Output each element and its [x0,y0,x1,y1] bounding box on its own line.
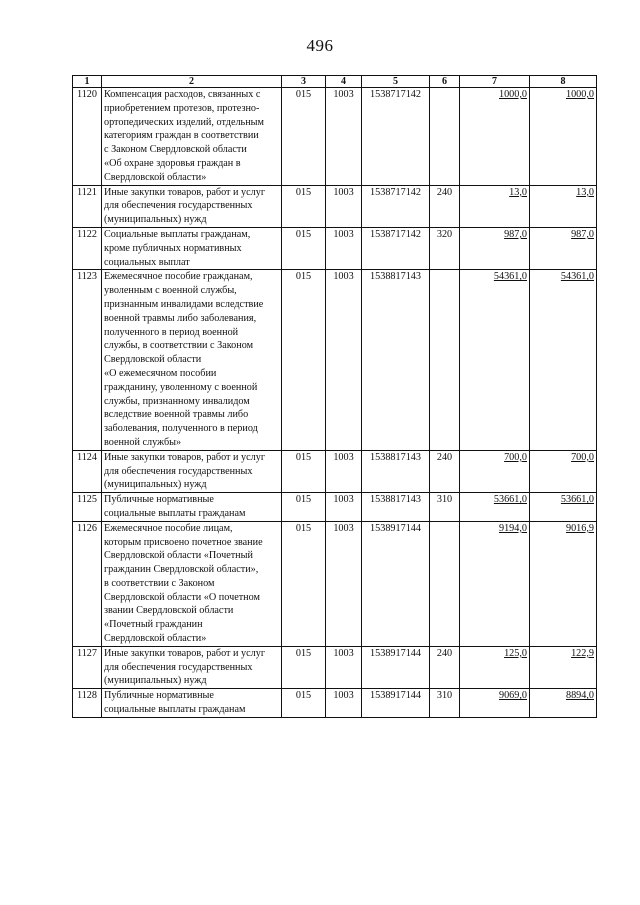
row-name-line: Ежемесячное пособие гражданам, [104,271,253,283]
row-target-article-code: 1538817143 [362,270,430,450]
row-number: 1122 [73,227,102,269]
row-name-line: для обеспечения государственных [104,465,253,477]
row-expense-type-code: 240 [430,450,460,492]
row-section-code: 1003 [326,493,362,522]
header-col-6: 6 [430,76,460,88]
row-amount-2 [530,450,597,492]
row-amount-2 [530,88,597,186]
table-body [73,88,597,718]
row-section-code: 1003 [326,88,362,186]
row-name-line: военной службы» [104,436,182,448]
table-header-row [73,76,597,88]
page-number: 496 [306,36,334,55]
row-number: 1120 [73,88,102,186]
row-department-code: 015 [282,689,326,718]
table-row [73,450,597,492]
row-target-article-code: 1538817143 [362,493,430,522]
amount-value: 987,0 [571,228,594,240]
row-section-code: 1003 [326,450,362,492]
row-name-line: «О ежемесячном пособии [104,367,217,379]
amount-value: 8894,0 [565,690,594,702]
row-name-line: Свердловской области» [104,633,207,645]
table-row [73,689,597,718]
amount-value: 9194,0 [498,522,527,534]
row-target-article-code: 1538717142 [362,88,430,186]
row-number: 1123 [73,270,102,450]
row-amount-2 [530,185,597,227]
header-col-1: 1 [73,76,102,88]
row-name-line: Иные закупки товаров, работ и услуг [104,647,265,659]
row-name-line: для обеспечения государственных [104,661,253,673]
header-col-7: 7 [460,76,530,88]
row-name-line: (муниципальных) нужд [104,675,207,687]
row-expense-type-code: 320 [430,227,460,269]
row-number: 1128 [73,689,102,718]
row-section-code: 1003 [326,227,362,269]
amount-value: 700,0 [504,451,527,463]
row-name-line: Свердловской области «О почетном [104,591,260,603]
row-department-code: 015 [282,521,326,646]
row-number: 1125 [73,493,102,522]
row-department-code: 015 [282,450,326,492]
row-expense-type-code: 240 [430,185,460,227]
row-name-line: службы, в соответствии с Законом [104,340,254,352]
amount-value: 54361,0 [493,271,527,283]
amount-value: 9016,9 [565,522,594,534]
row-name-line: в соответствии с Законом [104,577,215,589]
table-row [73,270,597,450]
row-amount-2 [530,646,597,688]
row-section-code: 1003 [326,689,362,718]
row-expense-type-code [430,88,460,186]
row-name-line: (муниципальных) нужд [104,214,207,226]
row-name-line: Компенсация расходов, связанных с [104,89,261,100]
row-department-code: 015 [282,227,326,269]
row-name-line: Публичные нормативные [104,494,214,506]
row-expense-type-code [430,270,460,450]
row-name [102,270,282,450]
row-expense-type-code: 310 [430,493,460,522]
row-name [102,646,282,688]
amount-value: 122,9 [571,647,594,659]
row-name-line: социальных выплат [104,256,190,268]
row-target-article-code: 1538917144 [362,521,430,646]
row-name [102,689,282,718]
row-amount-2 [530,493,597,522]
row-name-line: кроме публичных нормативных [104,242,242,254]
table-row [73,227,597,269]
row-department-code: 015 [282,88,326,186]
row-name-line: военной травмы либо заболевания, [104,312,257,324]
amount-value: 53661,0 [493,494,527,506]
row-name-line: уволенным с военной службы, [104,285,237,297]
row-name-line: приобретением протезов, протезно- [104,102,260,114]
row-amount-2 [530,689,597,718]
header-col-3: 3 [282,76,326,88]
row-number: 1124 [73,450,102,492]
row-name-line: с Законом Свердловской области [104,144,247,156]
header-col-4: 4 [326,76,362,88]
row-name-line: Социальные выплаты гражданам, [104,228,251,240]
row-department-code: 015 [282,493,326,522]
row-amount-2 [530,227,597,269]
row-department-code: 015 [282,270,326,450]
row-amount-1 [460,521,530,646]
row-amount-1 [460,646,530,688]
row-name-line: Свердловской области» [104,171,207,183]
row-name-line: Иные закупки товаров, работ и услуг [104,451,265,463]
amount-value: 53661,0 [560,494,594,506]
row-department-code: 015 [282,185,326,227]
row-target-article-code: 1538917144 [362,646,430,688]
amount-value: 987,0 [504,228,527,240]
row-name-line: заболевания, полученного в период [104,423,258,435]
header-col-8: 8 [530,76,597,88]
row-name-line: (муниципальных) нужд [104,479,207,491]
row-target-article-code: 1538717142 [362,227,430,269]
row-expense-type-code: 240 [430,646,460,688]
row-target-article-code: 1538917144 [362,689,430,718]
amount-value: 13,0 [576,186,594,198]
row-name-line: вследствие военной травмы либо [104,409,249,421]
row-expense-type-code: 310 [430,689,460,718]
row-number: 1127 [73,646,102,688]
header-col-2: 2 [102,76,282,88]
row-name-line: гражданину, уволенному с военной [104,381,258,393]
row-name-line: категориям граждан в соответствии [104,130,259,142]
amount-value: 9069,0 [498,690,527,702]
row-name-line: ортопедических изделий, отдельным [104,116,264,128]
row-name-line: Публичные нормативные [104,690,214,702]
row-amount-1 [460,493,530,522]
amount-value: 125,0 [504,647,527,659]
row-amount-1 [460,88,530,186]
amount-value: 13,0 [509,186,527,198]
row-amount-1 [460,689,530,718]
row-target-article-code: 1538817143 [362,450,430,492]
row-name [102,227,282,269]
table-row [73,88,597,186]
row-name-line: социальные выплаты гражданам [104,507,246,519]
row-target-article-code: 1538717142 [362,185,430,227]
row-name-line: полученного в период военной [104,326,239,338]
row-name [102,493,282,522]
row-amount-1 [460,185,530,227]
amount-value: 1000,0 [565,89,594,100]
row-section-code: 1003 [326,646,362,688]
row-amount-1 [460,270,530,450]
row-name-line: признанным инвалидами вследствие [104,298,264,310]
row-section-code: 1003 [326,521,362,646]
row-name-line: Ежемесячное пособие лицам, [104,522,233,534]
row-section-code: 1003 [326,185,362,227]
row-number: 1126 [73,521,102,646]
row-name [102,521,282,646]
row-amount-1 [460,227,530,269]
row-name-line: которым присвоено почетное звание [104,536,263,548]
row-amount-2 [530,270,597,450]
header-col-5: 5 [362,76,430,88]
budget-table [72,75,597,718]
row-name [102,450,282,492]
row-number: 1121 [73,185,102,227]
row-name-line: «Почетный гражданин [104,619,203,631]
row-name-line: Свердловской области «Почетный [104,550,253,562]
row-name-line: гражданин Свердловской области», [104,564,259,576]
row-amount-2 [530,521,597,646]
table-row [73,493,597,522]
row-department-code: 015 [282,646,326,688]
row-amount-1 [460,450,530,492]
row-name-line: для обеспечения государственных [104,200,253,212]
row-name [102,185,282,227]
amount-value: 1000,0 [498,89,527,100]
row-name-line: службы, признанному инвалидом [104,395,250,407]
row-section-code: 1003 [326,270,362,450]
row-expense-type-code [430,521,460,646]
table-row [73,521,597,646]
table-row [73,646,597,688]
amount-value: 54361,0 [560,271,594,283]
row-name-line: звании Свердловской области [104,605,234,617]
row-name-line: Иные закупки товаров, работ и услуг [104,186,265,198]
row-name-line: «Об охране здоровья граждан в [104,157,241,169]
amount-value: 700,0 [571,451,594,463]
row-name-line: Свердловской области [104,354,202,366]
row-name-line: социальные выплаты гражданам [104,704,246,716]
row-name [102,88,282,186]
table-row [73,185,597,227]
